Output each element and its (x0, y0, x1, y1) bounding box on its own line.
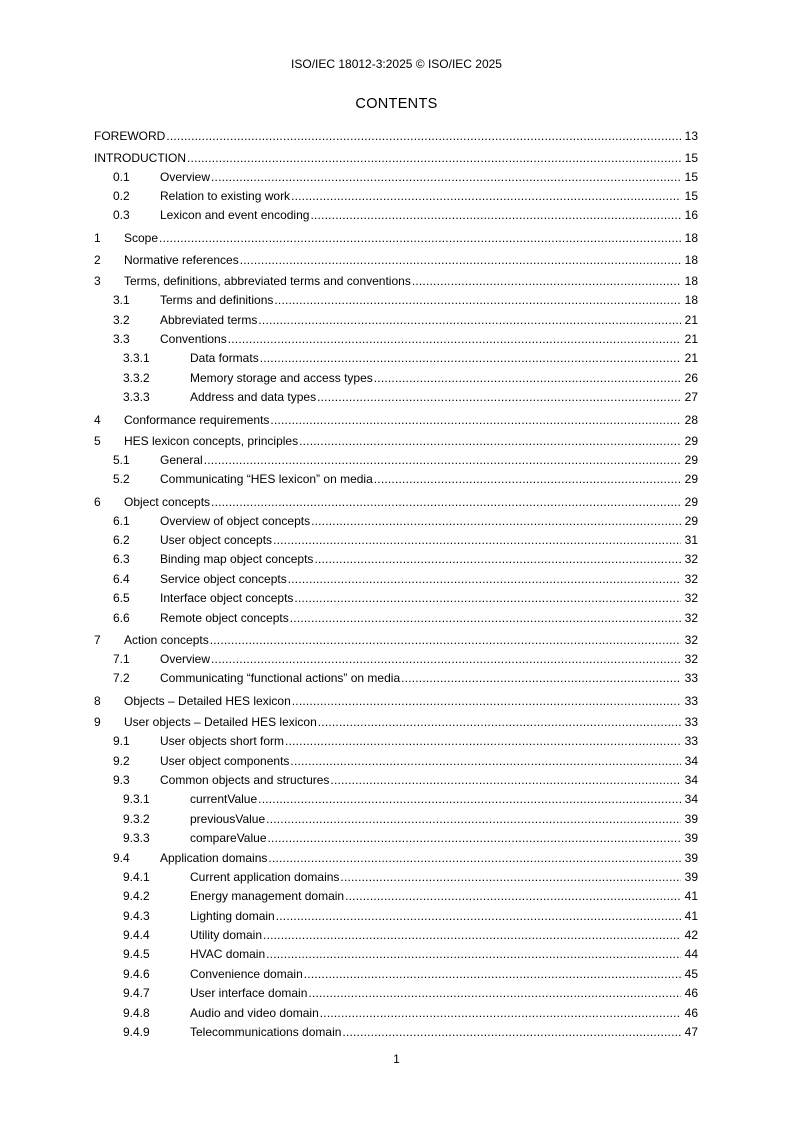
toc-entry-title: Terms, definitions, abbreviated terms and conventions (124, 271, 411, 288)
toc-entry-number: 6.6 (113, 610, 130, 625)
toc-entry-number: 6.3 (113, 552, 130, 567)
toc-entry-page: 29 (684, 513, 698, 528)
dot-leader (320, 1006, 681, 1020)
toc-entry[interactable] (94, 909, 698, 928)
toc-entry-page: 41 (684, 908, 698, 923)
toc-entry-number: 9.4.7 (123, 986, 150, 1001)
toc-entry[interactable] (94, 812, 698, 831)
toc-entry-page: 45 (684, 966, 698, 981)
toc-entry-number: 6 (94, 494, 101, 509)
toc-entry-page: 47 (684, 1025, 698, 1040)
toc-entry-title: HES lexicon concepts, principles (124, 431, 298, 448)
toc-entry-page: 27 (684, 390, 698, 405)
dot-leader (342, 1025, 681, 1039)
toc-entry[interactable] (94, 754, 698, 773)
dot-leader (401, 671, 681, 685)
toc-entry-title: Overview (160, 169, 211, 184)
page-header: ISO/IEC 18012-3:2025 © ISO/IEC 2025 (291, 57, 502, 71)
toc-entry[interactable] (94, 1006, 698, 1025)
dot-leader (374, 472, 681, 486)
dot-leader (318, 712, 681, 729)
toc-entry-title: INTRODUCTION (94, 148, 186, 165)
toc-entry-page: 46 (684, 986, 698, 1001)
toc-entry-title: General (160, 453, 203, 468)
toc-entry[interactable] (94, 514, 698, 533)
toc-entry[interactable] (94, 691, 698, 713)
toc-entry-title: Remote object concepts (160, 610, 289, 625)
toc-entry[interactable] (94, 293, 698, 312)
toc-entry-number: 3.3.3 (123, 390, 150, 405)
toc-entry-title: Lighting domain (190, 908, 275, 923)
dot-leader (290, 611, 681, 625)
toc-entry-title: currentValue (190, 792, 258, 807)
toc-entry-number: 9.3.3 (123, 831, 150, 846)
toc-entry-number: 1 (94, 230, 101, 245)
toc-entry-title: Overview (160, 651, 211, 666)
toc-entry[interactable] (94, 652, 698, 671)
dot-leader (294, 591, 681, 605)
toc-entry-title: FOREWORD (94, 126, 165, 143)
toc-entry-page: 32 (684, 591, 698, 606)
dot-leader (285, 734, 681, 748)
dot-leader (374, 371, 681, 385)
toc-entry[interactable] (94, 870, 698, 889)
toc-entry-page: 46 (684, 1005, 698, 1020)
dot-leader (211, 652, 681, 666)
dot-leader (292, 691, 681, 708)
toc-entry[interactable] (94, 453, 698, 472)
toc-entry-page: 33 (684, 671, 698, 686)
toc-entry-page: 13 (684, 129, 698, 143)
toc-entry-title: Energy management domain (190, 889, 345, 904)
toc-entry-title: Overview of object concepts (160, 513, 311, 528)
dot-leader (228, 332, 681, 346)
toc-entry[interactable] (94, 533, 698, 552)
table-of-contents (94, 126, 698, 1044)
toc-entry[interactable] (94, 889, 698, 908)
toc-entry[interactable] (94, 148, 698, 170)
toc-entry-title: Scope (124, 228, 158, 245)
dot-leader (317, 390, 681, 404)
toc-entry-page: 33 (684, 734, 698, 749)
toc-entry-number: 9.4.6 (123, 966, 150, 981)
toc-entry-title: Object concepts (124, 492, 210, 509)
dot-leader (288, 572, 681, 586)
toc-entry-page: 29 (684, 453, 698, 468)
toc-entry-page: 39 (684, 869, 698, 884)
toc-entry-page: 39 (684, 850, 698, 865)
toc-entry-page: 21 (684, 312, 698, 327)
toc-entry[interactable] (94, 773, 698, 792)
toc-entry-title: compareValue (190, 831, 267, 846)
toc-entry-number: 9.4.3 (123, 908, 150, 923)
toc-entry-page: 31 (684, 533, 698, 548)
toc-entry[interactable] (94, 734, 698, 753)
toc-entry[interactable] (94, 552, 698, 571)
toc-entry-title: Terms and definitions (160, 293, 274, 308)
toc-entry-page: 39 (684, 831, 698, 846)
dot-leader (412, 271, 681, 288)
toc-entry[interactable] (94, 228, 698, 250)
toc-entry-number: 9.3.1 (123, 792, 150, 807)
toc-entry-number: 0.3 (113, 208, 130, 223)
toc-entry-title: User interface domain (190, 986, 308, 1001)
toc-entry-number: 3.1 (113, 293, 130, 308)
toc-entry-title: User objects short form (160, 734, 285, 749)
toc-entry[interactable] (94, 208, 698, 227)
toc-entry[interactable] (94, 851, 698, 870)
dot-leader (291, 189, 681, 203)
toc-entry-page: 32 (684, 571, 698, 586)
dot-leader (211, 170, 681, 184)
dot-leader (268, 851, 681, 865)
toc-entry-number: 6.4 (113, 571, 130, 586)
toc-entry-page: 34 (684, 772, 698, 787)
toc-entry[interactable] (94, 332, 698, 351)
dot-leader (266, 812, 681, 826)
toc-entry-title: Audio and video domain (190, 1005, 319, 1020)
toc-entry-title: Utility domain (190, 928, 263, 943)
toc-entry-page: 28 (684, 412, 698, 427)
toc-entry-page: 26 (684, 370, 698, 385)
toc-entry[interactable] (94, 1025, 698, 1044)
toc-entry-number: 0.2 (113, 188, 130, 203)
dot-leader (290, 754, 681, 768)
dot-leader (210, 630, 681, 647)
toc-entry[interactable] (94, 712, 698, 734)
toc-entry-number: 6.2 (113, 533, 130, 548)
toc-entry-page: 34 (684, 792, 698, 807)
toc-entry[interactable] (94, 431, 698, 453)
toc-entry-number: 9.4 (113, 850, 130, 865)
toc-entry[interactable] (94, 591, 698, 610)
dot-leader (345, 889, 681, 903)
toc-entry[interactable] (94, 630, 698, 652)
toc-entry-title: Communicating “HES lexicon” on media (160, 472, 373, 487)
dot-leader (266, 947, 681, 961)
toc-entry-title: User object components (160, 753, 290, 768)
toc-entry-number: 9 (94, 715, 101, 730)
toc-entry-title: Data formats (190, 351, 259, 366)
toc-entry-title: previousValue (190, 811, 266, 826)
toc-entry-title: User objects – Detailed HES lexicon (124, 712, 317, 729)
dot-leader (258, 792, 681, 806)
toc-entry[interactable] (94, 126, 698, 148)
dot-leader (314, 552, 681, 566)
toc-entry-title: Action concepts (124, 630, 209, 647)
toc-entry-page: 32 (684, 552, 698, 567)
toc-entry[interactable] (94, 472, 698, 491)
toc-entry[interactable] (94, 170, 698, 189)
toc-entry-title: Normative references (124, 250, 239, 267)
toc-entry-title: HVAC domain (190, 947, 266, 962)
toc-entry-number: 3.3.1 (123, 351, 150, 366)
toc-entry-page: 32 (684, 633, 698, 648)
toc-entry-number: 9.4.8 (123, 1005, 150, 1020)
toc-entry-page: 21 (684, 351, 698, 366)
toc-entry-title: Application domains (160, 850, 268, 865)
toc-entry[interactable] (94, 250, 698, 272)
toc-entry-number: 0.1 (113, 169, 130, 184)
dot-leader (260, 351, 681, 365)
toc-entry-page: 15 (684, 188, 698, 203)
toc-entry-page: 15 (684, 169, 698, 184)
page-number: 1 (393, 1052, 400, 1066)
toc-entry[interactable] (94, 986, 698, 1005)
toc-entry[interactable] (94, 189, 698, 208)
toc-entry-title: Service object concepts (160, 571, 287, 586)
toc-entry-number: 9.4.9 (123, 1025, 150, 1040)
toc-entry-title: Address and data types (190, 390, 317, 405)
toc-entry[interactable] (94, 371, 698, 390)
toc-entry[interactable] (94, 671, 698, 690)
toc-entry[interactable] (94, 572, 698, 591)
toc-entry-number: 9.4.1 (123, 869, 150, 884)
toc-entry-number: 5.2 (113, 472, 130, 487)
toc-entry-title: Current application domains (190, 869, 340, 884)
toc-entry-page: 33 (684, 715, 698, 730)
toc-entry-number: 8 (94, 693, 101, 708)
toc-entry-page: 32 (684, 651, 698, 666)
toc-entry-title: Relation to existing work (160, 188, 291, 203)
dot-leader (308, 986, 681, 1000)
toc-entry[interactable] (94, 271, 698, 293)
toc-entry-title: Communicating “functional actions” on media (160, 671, 401, 686)
toc-entry-page: 44 (684, 947, 698, 962)
toc-entry-page: 42 (684, 928, 698, 943)
toc-entry-number: 3.2 (113, 312, 130, 327)
dot-leader (258, 313, 681, 327)
toc-entry-number: 3 (94, 274, 101, 289)
toc-entry-page: 18 (684, 274, 698, 289)
toc-entry-number: 7 (94, 633, 101, 648)
toc-entry-page: 33 (684, 693, 698, 708)
toc-entry[interactable] (94, 492, 698, 514)
toc-entry-number: 9.2 (113, 753, 130, 768)
toc-entry-page: 41 (684, 889, 698, 904)
dot-leader (330, 773, 681, 787)
toc-entry-number: 9.3.2 (123, 811, 150, 826)
toc-entry-page: 29 (684, 494, 698, 509)
toc-entry-page: 18 (684, 252, 698, 267)
dot-leader (268, 831, 682, 845)
toc-entry-title: Memory storage and access types (190, 370, 373, 385)
dot-leader (310, 208, 681, 222)
toc-entry-page: 32 (684, 610, 698, 625)
toc-entry[interactable] (94, 390, 698, 409)
toc-entry-number: 6.5 (113, 591, 130, 606)
toc-entry[interactable] (94, 351, 698, 370)
toc-entry-number: 4 (94, 412, 101, 427)
toc-entry-page: 39 (684, 811, 698, 826)
toc-entry-number: 7.2 (113, 671, 130, 686)
toc-entry-number: 7.1 (113, 651, 130, 666)
toc-entry-title: User object concepts (160, 533, 273, 548)
toc-entry-number: 2 (94, 252, 101, 267)
dot-leader (299, 431, 681, 448)
dot-leader (263, 928, 681, 942)
dot-leader (204, 453, 681, 467)
dot-leader (240, 250, 681, 267)
toc-entry-number: 9.3 (113, 772, 130, 787)
dot-leader (273, 533, 681, 547)
toc-entry-number: 5 (94, 434, 101, 449)
toc-entry[interactable] (94, 928, 698, 947)
toc-entry-number: 5.1 (113, 453, 130, 468)
toc-entry-title: Telecommunications domain (190, 1025, 342, 1040)
toc-entry[interactable] (94, 947, 698, 966)
toc-entry-title: Objects – Detailed HES lexicon (124, 691, 291, 708)
toc-entry-page: 18 (684, 230, 698, 245)
toc-entry[interactable] (94, 410, 698, 432)
toc-entry-title: Common objects and structures (160, 772, 330, 787)
toc-entry[interactable] (94, 792, 698, 811)
toc-entry-page: 16 (684, 208, 698, 223)
toc-entry-title: Binding map object concepts (160, 552, 314, 567)
toc-entry[interactable] (94, 611, 698, 630)
toc-entry-title: Conventions (160, 331, 227, 346)
dot-leader (166, 126, 681, 143)
toc-entry-page: 18 (684, 293, 698, 308)
toc-entry-number: 9.4.5 (123, 947, 150, 962)
dot-leader (211, 492, 681, 509)
toc-entry-number: 6.1 (113, 513, 130, 528)
dot-leader (187, 148, 681, 165)
toc-entry-page: 15 (684, 150, 698, 165)
dot-leader (311, 514, 681, 528)
toc-entry-title: Interface object concepts (160, 591, 294, 606)
dot-leader (274, 293, 681, 307)
toc-entry-number: 9.4.4 (123, 928, 150, 943)
toc-entry-page: 29 (684, 472, 698, 487)
toc-entry-page: 21 (684, 331, 698, 346)
toc-entry-title: Lexicon and event encoding (160, 208, 310, 223)
dot-leader (304, 967, 681, 981)
toc-entry-number: 3.3 (113, 331, 130, 346)
toc-entry-title: Convenience domain (190, 966, 303, 981)
toc-entry-number: 9.1 (113, 734, 130, 749)
toc-entry-number: 3.3.2 (123, 370, 150, 385)
dot-leader (159, 228, 681, 245)
dot-leader (270, 410, 681, 427)
toc-entry-number: 9.4.2 (123, 889, 150, 904)
toc-entry[interactable] (94, 967, 698, 986)
dot-leader (340, 870, 681, 884)
toc-entry[interactable] (94, 831, 698, 850)
toc-entry-page: 29 (684, 434, 698, 449)
toc-entry-title: Abbreviated terms (160, 312, 258, 327)
toc-entry-title: Conformance requirements (124, 410, 269, 427)
toc-entry-page: 34 (684, 753, 698, 768)
dot-leader (276, 909, 681, 923)
toc-entry[interactable] (94, 313, 698, 332)
page-title: CONTENTS (355, 96, 438, 112)
